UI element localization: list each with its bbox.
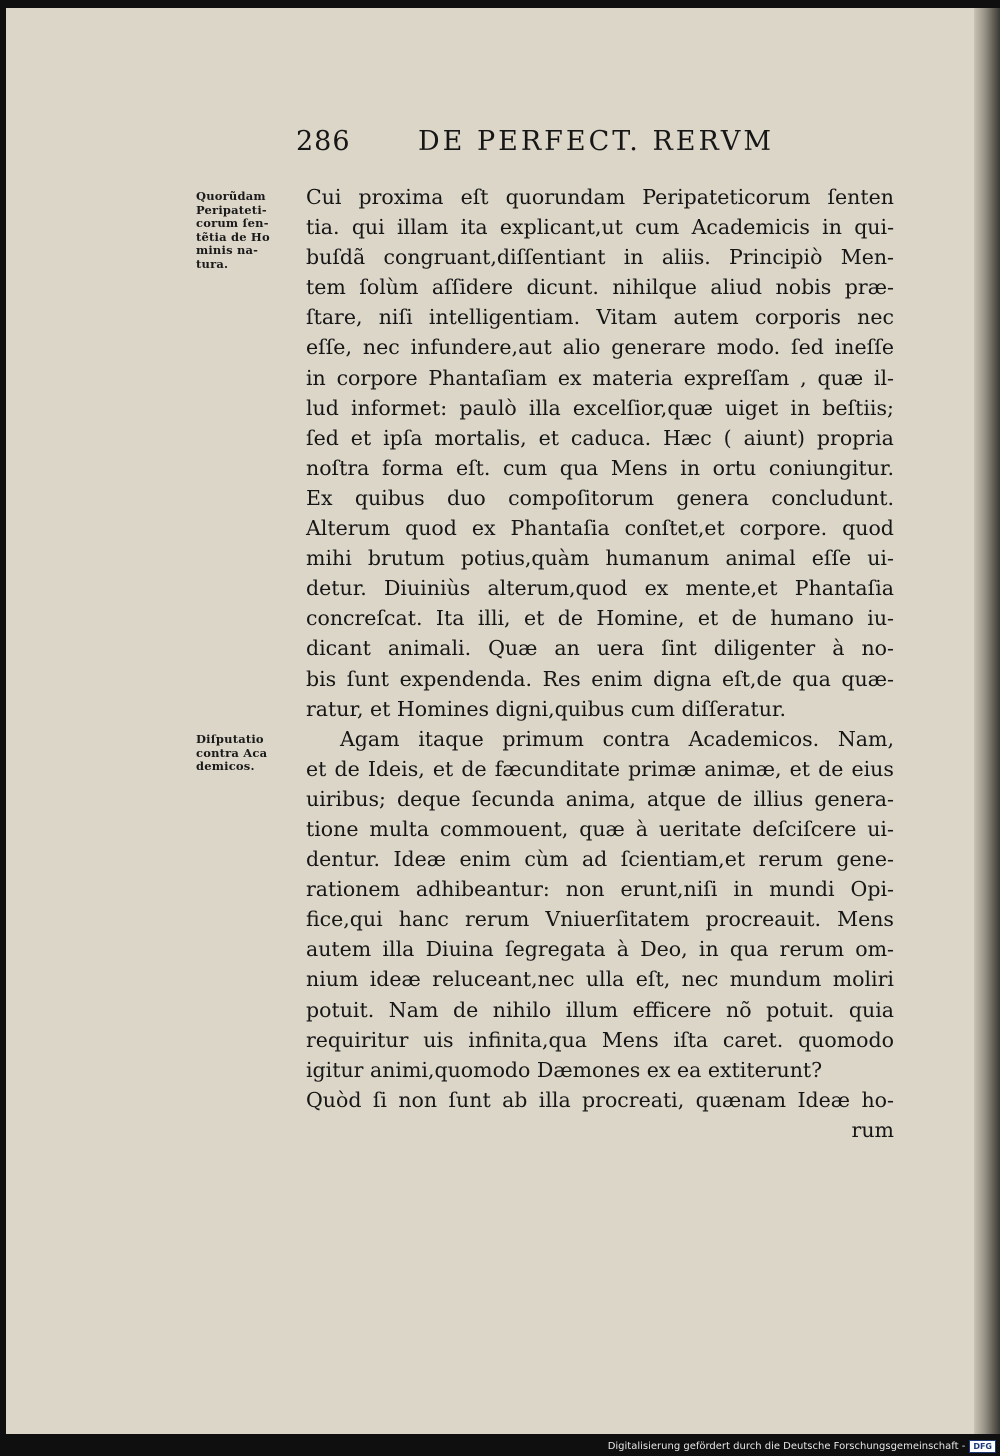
digitization-footer bbox=[608, 1440, 996, 1453]
text-line: lud informet: paulò illa excelſior,quæ uiget in beſtiis; bbox=[306, 395, 894, 420]
text-line: Quòd ſi non ſunt ab illa procreati, quænam Ideæ ho- bbox=[306, 1087, 894, 1112]
marginal-line: Diſputatio bbox=[196, 732, 264, 746]
dfg-logo: DFG bbox=[969, 1440, 996, 1453]
text-line: igitur animi,quomodo Dæmones ex ea extiterunt? bbox=[306, 1057, 823, 1082]
text-line: in corpore Phantaſiam ex materia expreſſam , quæ il- bbox=[306, 365, 894, 390]
text-line: requiritur uis infinita,qua Mens iſta caret. quomodo bbox=[306, 1027, 894, 1052]
marginal-line: demicos. bbox=[196, 759, 255, 773]
running-title: DE PERFECT. RERVM bbox=[418, 126, 775, 157]
text-line: buſdã congruant,diſſentiant in aliis. Principiò Men- bbox=[306, 245, 894, 270]
text-line: noſtra forma eſt. cum qua Mens in ortu coniungitur. bbox=[306, 455, 894, 480]
page-header bbox=[296, 122, 796, 162]
marginal-note-peripatetics bbox=[196, 190, 300, 271]
text-line: Agam itaque primum contra Academicos. Nam, bbox=[340, 726, 894, 751]
marginal-note-disputatio bbox=[196, 733, 300, 774]
marginal-line: contra Aca bbox=[196, 745, 268, 760]
text-line: detur. Diuiniùs alterum,quod ex mente,et Phantaſia bbox=[306, 576, 894, 601]
footer-text: Digitalisierung gefördert durch die Deutsche Forschungsgemeinschaft - bbox=[607, 1441, 966, 1452]
text-line: fice,qui hanc rerum Vniuerſitatem procreauit. Mens bbox=[306, 907, 894, 932]
text-line: rationem adhibeantur: non erunt,niſi in mundi Opi- bbox=[306, 877, 894, 902]
marginal-line: tẽtia de Ho bbox=[196, 229, 270, 244]
marginal-line: Peripateti- bbox=[196, 202, 267, 217]
text-line: uiribus; deque ſecunda anima, atque de illius genera- bbox=[306, 786, 894, 811]
text-line: concreſcat. Ita illi, et de Homine, et de humano iu- bbox=[306, 606, 894, 631]
marginal-line: minis na- bbox=[196, 243, 259, 257]
text-line: tia. qui illam ita explicant,ut cum Academicis in qui- bbox=[306, 215, 894, 240]
text-line: Cui proxima eſt quorundam Peripateticorum ſenten bbox=[306, 185, 894, 209]
text-line: bis ſunt expendenda. Res enim digna eſt,de qua quæ- bbox=[306, 666, 894, 691]
text-line: eſſe, nec infundere,aut alio generare modo. ſed ineſſe bbox=[306, 335, 894, 360]
text-line: et de Ideis, et de fæcunditate primæ animæ, et de eius bbox=[306, 756, 894, 781]
marginal-line: corum ſen- bbox=[196, 216, 269, 230]
text-line: autem illa Diuina ſegregata à Deo, in qua rerum om- bbox=[306, 937, 894, 962]
text-line: nium ideæ reluceant,nec ulla eſt, nec mundum moliri bbox=[306, 967, 894, 992]
page-edge bbox=[974, 8, 1000, 1434]
text-line: potuit. Nam de nihilo illum efficere nõ potuit. quia bbox=[306, 997, 894, 1022]
text-line: mihi brutum potius,quàm humanum animal eſſe ui- bbox=[306, 546, 894, 571]
text-line: Ex quibus duo compoſitorum genera concludunt. bbox=[306, 485, 894, 510]
page-number: 286 bbox=[296, 126, 351, 157]
text-line: ratur, et Homines digni,quibus cum diſſeratur. bbox=[306, 696, 786, 721]
text-line: dentur. Ideæ enim cùm ad ſcientiam,et rerum gene- bbox=[306, 847, 894, 872]
text-line: Alterum quod ex Phantaſia conſtet,et corpore. quod bbox=[306, 516, 894, 541]
text-line: dicant animali. Quæ an uera ſint diligenter à no- bbox=[306, 636, 894, 661]
text-line: ſed et ipſa mortalis, et caduca. Hæc ( aiunt) propria bbox=[306, 425, 894, 450]
marginal-line: Quorũdam bbox=[196, 189, 266, 203]
text-line: ſtare, niſi intelligentiam. Vitam autem corporis nec bbox=[306, 305, 894, 330]
text-line: tione multa commouent, quæ à ueritate deſciſcere ui- bbox=[306, 816, 894, 841]
marginal-line: tura. bbox=[196, 256, 229, 271]
text-line: tem ſolùm aſſidere dicunt. nihilque aliud nobis præ- bbox=[306, 275, 894, 300]
main-text-block bbox=[306, 182, 894, 1145]
text-line: rum bbox=[851, 1117, 894, 1142]
